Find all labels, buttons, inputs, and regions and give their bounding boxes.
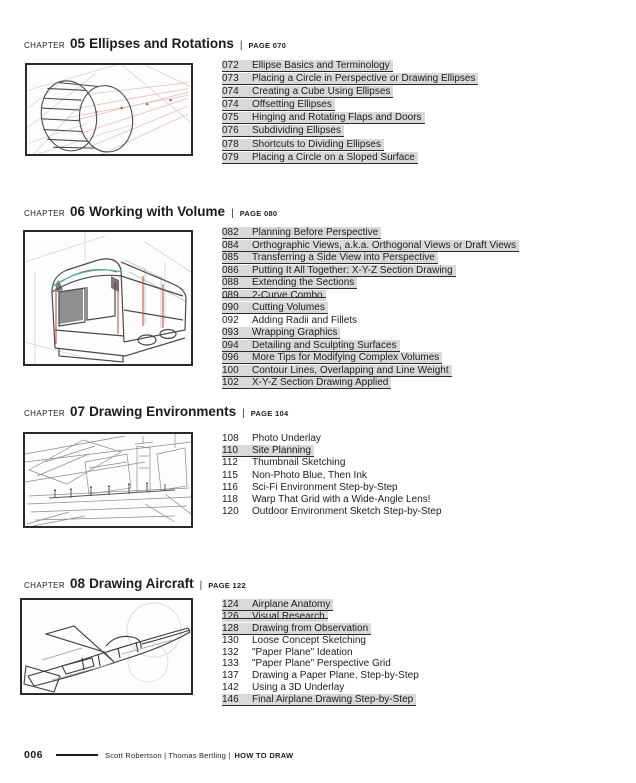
chapter-title: Working with Volume xyxy=(89,204,226,219)
toc-entry-line xyxy=(222,290,326,301)
toc-entry-page-number: 072 xyxy=(222,60,239,71)
chapter-08-thumbnail xyxy=(20,598,193,695)
toc-entry-page-number: 130 xyxy=(222,634,239,646)
chapter-number: 05 xyxy=(70,36,86,51)
toc-entry xyxy=(222,680,422,692)
toc-entry xyxy=(222,313,519,326)
footer-rule xyxy=(56,754,98,756)
toc-entry[interactable] xyxy=(222,225,519,238)
toc-entry-page-number: 085 xyxy=(222,252,239,263)
toc-entry[interactable] xyxy=(222,443,445,455)
toc-entry[interactable] xyxy=(222,363,519,376)
toc-entry-page-number: 110 xyxy=(222,445,238,457)
toc-entry-title: Drawing from Observation xyxy=(252,622,369,634)
toc-entry[interactable] xyxy=(222,597,422,609)
toc-entry-line xyxy=(222,152,418,164)
toc-entry-page-number: 093 xyxy=(222,327,239,338)
toc-entry[interactable] xyxy=(222,83,478,96)
chapter-06-thumbnail xyxy=(23,230,193,366)
toc-entry-page-number: 133 xyxy=(222,658,239,670)
toc-entry-title: Detailing and Sculpting Surfaces xyxy=(252,339,397,351)
toc-entry-page-number: 124 xyxy=(222,599,239,610)
toc-entry-title: Shortcuts to Dividing Ellipses xyxy=(252,138,381,150)
toc-entry-title: Non-Photo Blue, Then Ink xyxy=(252,469,367,481)
toc-entry[interactable] xyxy=(222,122,478,135)
toc-entry[interactable] xyxy=(222,325,519,338)
toc-entry-title: Using a 3D Underlay xyxy=(252,682,345,694)
chapter-07-toc-list xyxy=(222,431,445,516)
toc-entry[interactable] xyxy=(222,375,519,388)
chapter-heading xyxy=(24,204,277,219)
toc-entry xyxy=(222,480,445,492)
pipe-separator: | xyxy=(199,580,203,591)
toc-entry-line xyxy=(222,694,416,706)
toc-entry[interactable] xyxy=(222,70,478,83)
toc-entry-page-number: 120 xyxy=(222,506,239,518)
toc-entry-page-number: 090 xyxy=(222,302,239,313)
toc-entry-page-number: 082 xyxy=(222,227,239,238)
pipe-separator: | xyxy=(242,408,245,419)
toc-entry-title: Subdividing Ellipses xyxy=(252,125,341,137)
toc-entry-title: Sci-Fi Environment Step-by-Step xyxy=(252,481,398,493)
toc-entry xyxy=(222,492,445,504)
ellipse-cylinder-sketch xyxy=(27,65,191,154)
toc-entry[interactable] xyxy=(222,96,478,109)
toc-entry-page-number: 118 xyxy=(222,493,238,505)
toc-entry[interactable] xyxy=(222,609,422,621)
toc-entry[interactable] xyxy=(222,300,519,313)
chapter-heading xyxy=(24,404,288,419)
pipe-separator: | xyxy=(231,208,234,219)
toc-entry-line xyxy=(222,457,348,468)
chapter-06-toc-list xyxy=(222,225,519,388)
toc-entry-page-number: 146 xyxy=(222,694,239,706)
toc-entry-title: Final Airplane Drawing Step-by-Step xyxy=(252,694,414,706)
environment-sketch xyxy=(25,434,191,526)
toc-entry-title: Drawing a Paper Plane, Step-by-Step xyxy=(252,670,419,682)
toc-entry-title: Offsetting Ellipses xyxy=(252,99,332,111)
chapter-heading xyxy=(24,36,286,51)
toc-entry-page-number: 108 xyxy=(222,433,239,444)
toc-entry xyxy=(222,645,422,657)
chapter-number: 08 xyxy=(70,576,86,591)
chapter-page-ref: PAGE 122 xyxy=(208,581,246,590)
toc-entry-page-number: 073 xyxy=(222,73,239,85)
toc-entry-page-number: 074 xyxy=(222,86,239,98)
chapter-title: Ellipses and Rotations xyxy=(89,36,234,51)
toc-entry-title: Creating a Cube Using Ellipses xyxy=(252,86,391,98)
toc-entry-title: Cutting Volumes xyxy=(252,302,325,313)
toc-entry-page-number: 084 xyxy=(222,239,239,251)
toc-entry-title: Orthographic Views, a.k.a. Orthogonal Views or Draft Views xyxy=(252,239,517,251)
toc-entry-page-number: 075 xyxy=(222,112,239,124)
toc-entry-page-number: 078 xyxy=(222,138,239,150)
toc-entry[interactable] xyxy=(222,338,519,351)
chapter-heading xyxy=(24,576,246,591)
toc-entry-page-number: 079 xyxy=(222,151,239,163)
toc-entry[interactable] xyxy=(222,350,519,363)
chapter-word-label: CHAPTER xyxy=(24,409,66,418)
toc-entry-page-number: 126 xyxy=(222,610,239,622)
toc-entry-title: Loose Concept Sketching xyxy=(252,634,366,646)
toc-entry[interactable] xyxy=(222,250,519,263)
toc-entry xyxy=(222,656,422,668)
toc-entry-page-number: 094 xyxy=(222,339,239,351)
toc-entry[interactable] xyxy=(222,109,478,122)
toc-entry-title: Ellipse Basics and Terminology xyxy=(252,60,390,71)
toc-entry[interactable] xyxy=(222,57,478,70)
toc-entry-title: Warp That Grid with a Wide-Angle Lens! xyxy=(252,493,431,505)
toc-entry xyxy=(222,633,422,645)
toc-entry-page-number: 112 xyxy=(222,457,238,469)
toc-entry-line xyxy=(222,315,360,326)
toc-entry xyxy=(222,455,445,467)
toc-entry-title: Thumbnail Sketching xyxy=(252,457,346,469)
pipe-separator: | xyxy=(239,40,243,51)
toc-entry-title: Wrapping Graphics xyxy=(252,327,338,338)
chapter-07-thumbnail xyxy=(23,432,193,528)
chapter-page-ref: PAGE 104 xyxy=(250,409,289,418)
toc-entry-title: Placing a Circle in Perspective or Drawing Ellipses xyxy=(252,73,476,85)
toc-entry-title: Site Planning xyxy=(252,445,311,457)
toc-entry-title: Placing a Circle on a Sloped Surface xyxy=(252,151,415,163)
toc-entry-page-number: 100 xyxy=(222,364,239,376)
vehicle-volume-sketch xyxy=(25,232,191,364)
toc-entry-page-number: 116 xyxy=(222,481,238,493)
toc-entry-page-number: 089 xyxy=(222,289,239,301)
footer-book-title: HOW TO DRAW xyxy=(234,750,294,760)
toc-entry xyxy=(222,431,445,443)
toc-entry-title: "Paper Plane" Perspective Grid xyxy=(252,658,391,670)
toc-entry-title: "Paper Plane" Ideation xyxy=(252,646,353,658)
toc-entry xyxy=(222,504,445,516)
toc-entry-title: X-Y-Z Section Drawing Applied xyxy=(252,377,389,388)
toc-entry-title: Transferring a Side View into Perspective xyxy=(252,252,435,263)
toc-entry-title: Adding Radii and Fillets xyxy=(252,314,358,326)
toc-entry-line xyxy=(222,611,328,622)
toc-entry[interactable] xyxy=(222,692,422,704)
toc-entry-title: Contour Lines, Overlapping and Line Weight xyxy=(252,364,449,376)
toc-entry-page-number: 096 xyxy=(222,352,239,363)
toc-entry-page-number: 132 xyxy=(222,646,239,658)
footer-page-number: 006 xyxy=(24,749,44,761)
footer-authors: Scott Robertson | Thomas Bertling | xyxy=(105,750,231,760)
toc-entry-page-number: 115 xyxy=(222,469,238,481)
toc-entry-page-number: 076 xyxy=(222,125,239,137)
toc-entry-title: Airplane Anatomy xyxy=(252,599,331,610)
toc-entry[interactable] xyxy=(222,136,478,149)
page-footer xyxy=(24,749,293,761)
toc-entry-title: Hinging and Rotating Flaps and Doors xyxy=(252,112,422,124)
toc-entry-page-number: 086 xyxy=(222,264,239,276)
toc-entry-title: Photo Underlay xyxy=(252,433,321,444)
chapter-title: Drawing Environments xyxy=(89,404,237,419)
chapter-08-toc-list xyxy=(222,597,422,704)
toc-entry[interactable] xyxy=(222,149,478,162)
toc-entry-page-number: 088 xyxy=(222,277,239,288)
toc-entry-page-number: 074 xyxy=(222,99,239,111)
toc-entry-page-number: 142 xyxy=(222,682,239,694)
toc-entry-title: 2-Curve Combo xyxy=(252,289,323,301)
chapter-word-label: CHAPTER xyxy=(24,209,66,218)
chapter-page-ref: PAGE 080 xyxy=(239,209,278,218)
toc-entry-title: Putting It All Together: X-Y-Z Section Drawing xyxy=(252,264,453,276)
toc-entry-page-number: 092 xyxy=(222,314,239,326)
chapter-word-label: CHAPTER xyxy=(24,41,66,50)
toc-entry-line xyxy=(222,377,391,389)
toc-entry-title: Outdoor Environment Sketch Step-by-Step xyxy=(252,506,442,518)
toc-entry xyxy=(222,668,422,680)
toc-entry-title: More Tips for Modifying Complex Volumes xyxy=(252,352,440,363)
toc-entry[interactable] xyxy=(222,263,519,276)
toc-entry-page-number: 102 xyxy=(222,377,239,388)
toc-entry-line xyxy=(222,506,445,517)
toc-entry[interactable] xyxy=(222,621,422,633)
toc-entry-line xyxy=(222,470,370,481)
chapter-word-label: CHAPTER xyxy=(24,581,66,590)
toc-entry-title: Visual Research xyxy=(252,610,325,622)
chapter-page-ref: PAGE 070 xyxy=(248,41,287,50)
chapter-05-toc-list xyxy=(222,57,478,162)
airplane-sketch xyxy=(22,600,191,693)
toc-entry-page-number: 128 xyxy=(222,622,239,634)
toc-entry[interactable] xyxy=(222,238,519,251)
toc-entry-title: Extending the Sections xyxy=(252,277,355,288)
chapter-title: Drawing Aircraft xyxy=(89,576,194,591)
chapter-number: 06 xyxy=(70,204,86,219)
toc-entry[interactable] xyxy=(222,288,519,301)
chapter-05-thumbnail xyxy=(25,63,193,156)
chapter-number: 07 xyxy=(70,404,86,419)
toc-entry-page-number: 137 xyxy=(222,670,239,682)
toc-entry xyxy=(222,468,445,480)
toc-entry[interactable] xyxy=(222,275,519,288)
toc-entry-title: Planning Before Perspective xyxy=(252,227,379,238)
